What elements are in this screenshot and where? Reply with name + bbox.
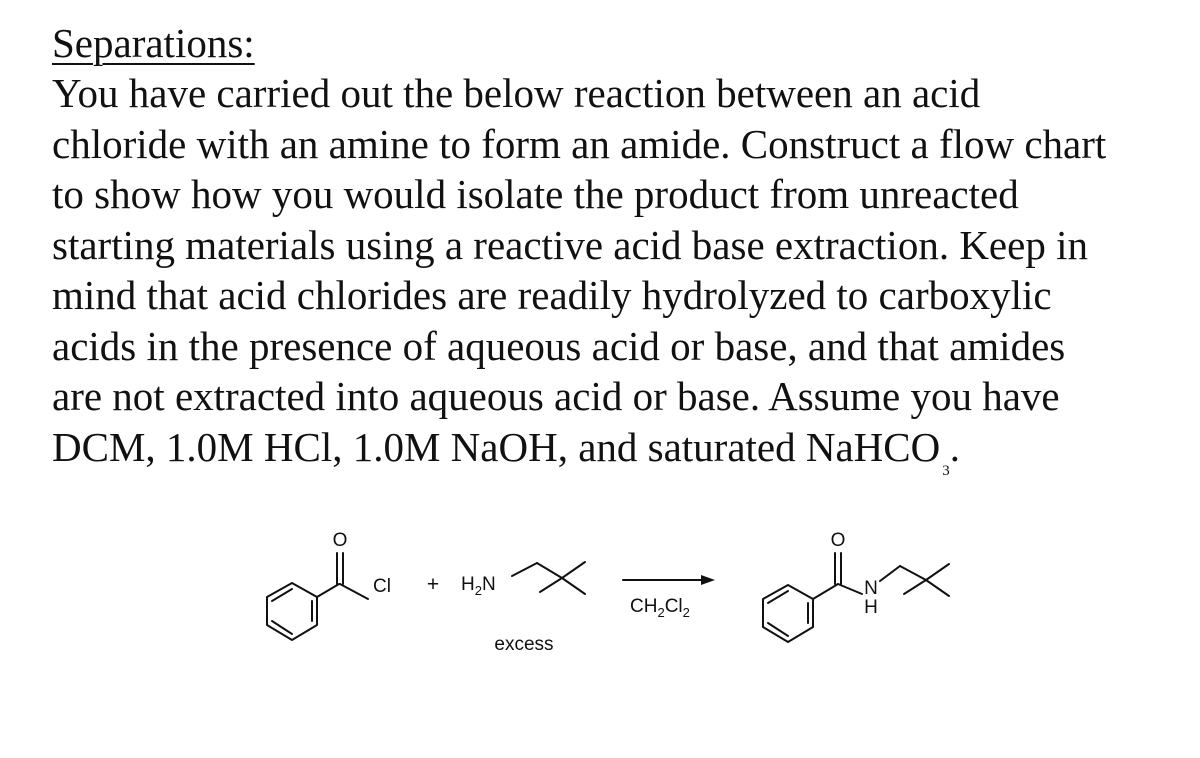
paragraph-line-3: to show how you would isolate the product from unreacted <box>52 171 1019 217</box>
solvent-ch: CH <box>630 596 658 617</box>
section-heading: Separations: <box>52 20 255 66</box>
chlorine-label: Cl <box>373 576 391 597</box>
benzene-ring-2 <box>763 585 813 642</box>
ring-2-to-carbonyl-bond <box>813 584 838 599</box>
amine-label <box>461 574 496 598</box>
acid-chloride-oxygen-label: O <box>332 530 348 551</box>
carbonyl-to-cl-bond <box>340 584 368 599</box>
solvent-sub-2: 2 <box>682 605 690 620</box>
final-period: . <box>949 423 960 470</box>
amide-nitrogen-label: N <box>864 578 878 599</box>
paragraph-line-1: You have carried out the below reaction between an acid <box>52 70 981 116</box>
excess-label: excess <box>494 634 554 655</box>
amine-bond-2 <box>537 563 562 578</box>
amide-tbutyl-methyl-a <box>926 564 949 580</box>
arrow-head <box>701 575 715 585</box>
paragraph-line-5: mind that acid chlorides are readily hydrolyzed to carboxylic <box>52 272 1052 318</box>
benzene-ring-1 <box>267 583 317 640</box>
amine-bond-1 <box>512 563 537 576</box>
amide-chain-bond-1 <box>880 566 900 581</box>
amine-h: H <box>461 574 475 595</box>
amide-oxygen-label: O <box>830 530 846 551</box>
paragraph-line-6: acids in the presence of aqueous acid or base, and that amides <box>52 322 1066 369</box>
amine-h-subscript: 2 <box>474 583 482 598</box>
ring-2-double-bond-a <box>768 591 788 603</box>
amine-n: N <box>481 574 496 595</box>
amine-tbutyl-methyl-a <box>562 562 585 578</box>
amide-product-structure <box>763 553 949 642</box>
benzoyl-chloride-structure <box>267 553 368 640</box>
amide-chain-bond-2 <box>900 566 926 580</box>
carbonyl-to-n-bond <box>838 584 862 594</box>
solvent-label <box>630 596 690 620</box>
solvent-sub-1: 2 <box>657 605 665 620</box>
paragraph-line-4: starting materials using a reactive acid base extraction. Keep in <box>52 221 1088 268</box>
amine-structure <box>512 562 585 594</box>
paragraph-line-8: DCM, 1.0M HCl, 1.0M NaOH, and saturated NaHCO <box>52 423 941 470</box>
amine-tbutyl-methyl-b <box>540 578 562 592</box>
plus-sign: + <box>426 573 440 596</box>
ring-1-to-carbonyl-bond <box>317 584 339 597</box>
subscript-3: 3 <box>942 462 950 479</box>
paragraph-line-7: are not extracted into aqueous acid or base. Assume you have <box>52 373 1060 419</box>
ring-1-double-bond-c <box>272 621 292 634</box>
amide-tbutyl-methyl-c <box>926 580 949 596</box>
amine-tbutyl-methyl-c <box>562 578 585 594</box>
amide-tbutyl-methyl-b <box>904 580 926 594</box>
amide-hydrogen-label: H <box>864 597 878 618</box>
solvent-cl: Cl <box>664 596 683 617</box>
ring-2-double-bond-c <box>768 623 788 636</box>
ring-1-double-bond-a <box>272 589 292 601</box>
paragraph-line-2: chloride with an amine to form an amide. Construct a flow chart <box>52 120 1107 167</box>
